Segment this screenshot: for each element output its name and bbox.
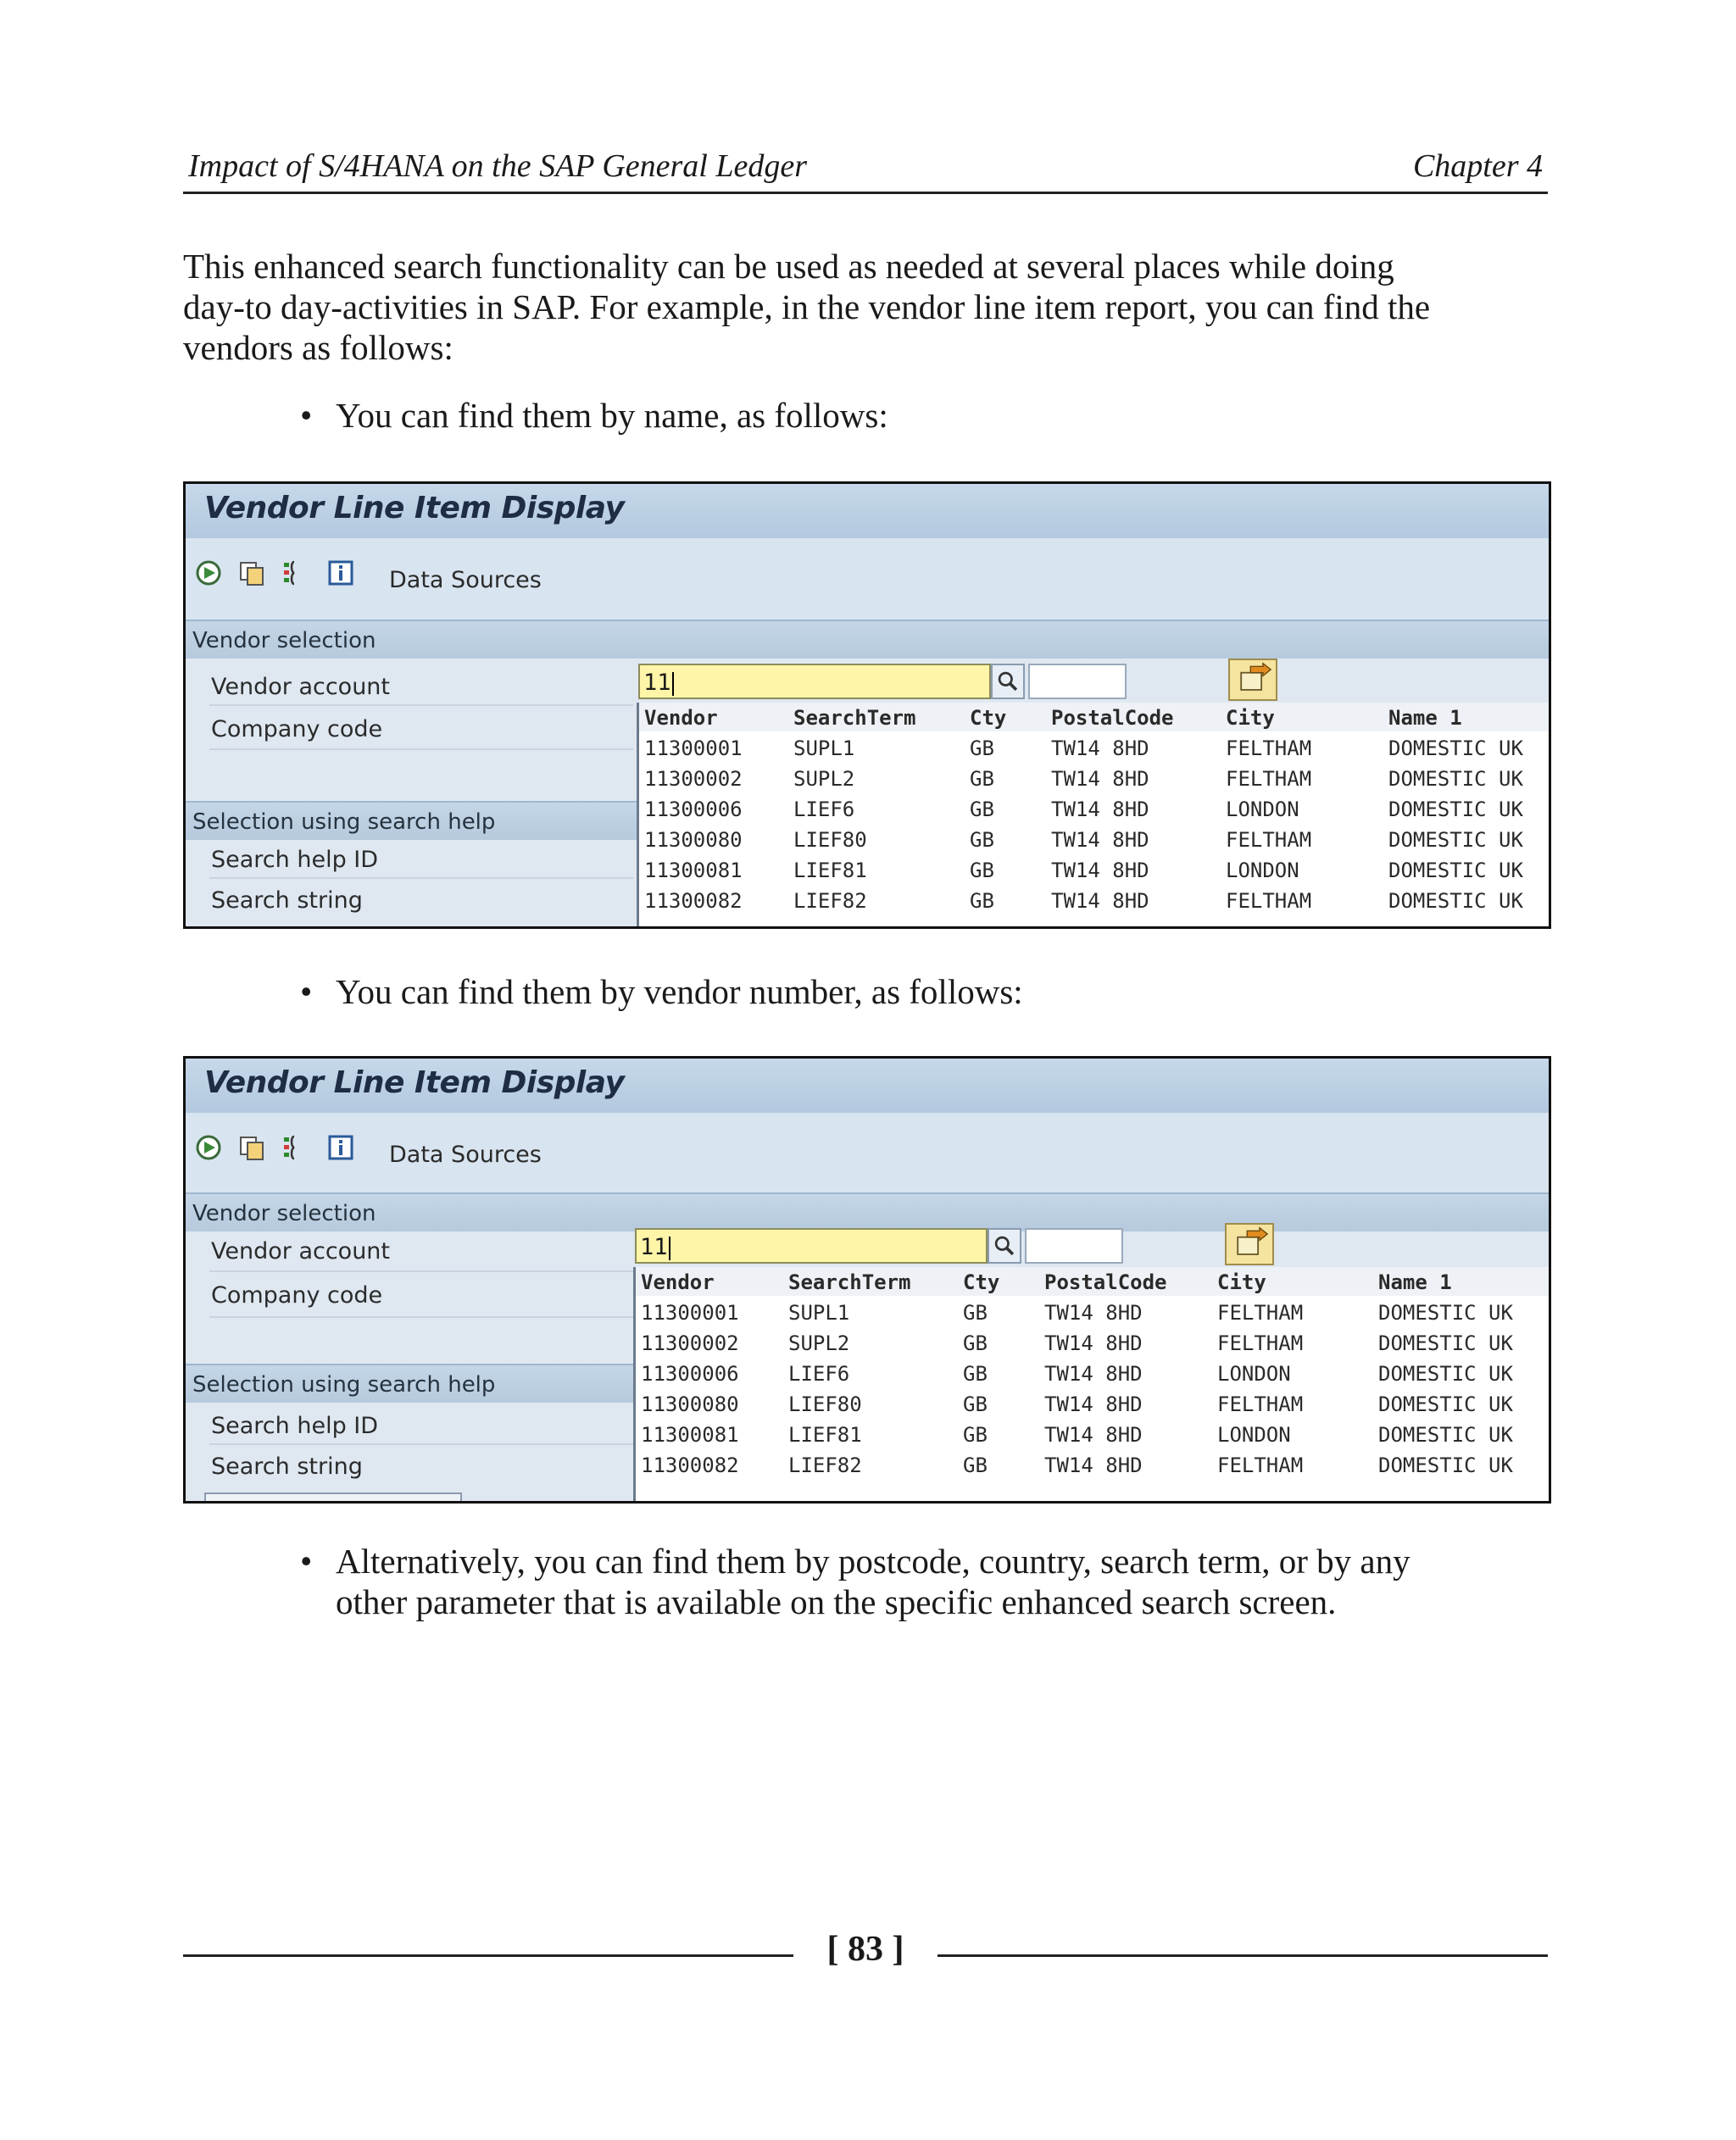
cell-city: FELTHAM: [1226, 767, 1312, 791]
company-code-label: Company code: [211, 1282, 383, 1309]
cell-city: FELTHAM: [1226, 828, 1312, 852]
selection-options-icon[interactable]: [282, 1133, 311, 1162]
cell-postal-code: TW14 8HD: [1044, 1454, 1143, 1477]
cell-vendor: 11300002: [644, 767, 743, 791]
execute-icon[interactable]: [194, 1133, 223, 1162]
search-help-id-label: Search help ID: [211, 847, 379, 873]
cell-name: DOMESTIC UK: [1378, 1331, 1513, 1355]
cell-vendor: 11300082: [641, 1454, 739, 1477]
execute-icon[interactable]: [194, 559, 223, 587]
sap-toolbar: [186, 538, 1549, 620]
divider: [209, 748, 633, 750]
sap-title-bar: [186, 484, 1549, 538]
cell-city: FELTHAM: [1226, 736, 1312, 760]
data-sources-button[interactable]: Data Sources: [389, 1142, 542, 1168]
cell-city: LONDON: [1217, 1423, 1291, 1447]
cell-country: GB: [963, 1454, 988, 1477]
company-code-label: Company code: [211, 716, 383, 742]
bullet-text: [336, 1541, 1538, 1622]
bullet-by-number: [300, 971, 1538, 1012]
input-value: 11: [640, 1234, 668, 1260]
bullet-text: You can find them by vendor number, as follows:: [336, 972, 1023, 1011]
cell-country: GB: [963, 1362, 988, 1386]
search-icon[interactable]: [988, 1228, 1021, 1264]
cell-postal-code: TW14 8HD: [1051, 828, 1149, 852]
search-string-input[interactable]: [204, 1492, 462, 1504]
search-string-label: Search string: [211, 1454, 363, 1480]
bullet-by-name: [300, 395, 1538, 436]
column-header[interactable]: Vendor: [641, 1270, 715, 1294]
cell-city: FELTHAM: [1217, 1331, 1304, 1355]
selection-options-icon[interactable]: [282, 559, 311, 587]
cell-search-term: LIEF6: [793, 798, 855, 821]
vendor-account-input[interactable]: [635, 1228, 988, 1264]
cell-postal-code: TW14 8HD: [1051, 889, 1149, 913]
cell-vendor: 11300006: [641, 1362, 739, 1386]
search-results-grid: [633, 1267, 1549, 1501]
cell-name: DOMESTIC UK: [1388, 798, 1523, 821]
cell-search-term: LIEF82: [793, 889, 867, 913]
cell-city: LONDON: [1226, 798, 1299, 821]
section-title: Selection using search help: [192, 1372, 496, 1398]
divider: [209, 1316, 633, 1318]
cell-city: FELTHAM: [1226, 889, 1312, 913]
bullet-dot-icon: •: [300, 396, 313, 435]
cell-search-term: LIEF81: [788, 1423, 862, 1447]
cell-vendor: 11300080: [644, 828, 743, 852]
section-title: Selection using search help: [192, 809, 496, 835]
cell-city: FELTHAM: [1217, 1392, 1304, 1416]
cell-postal-code: TW14 8HD: [1051, 798, 1149, 821]
multiple-selection-icon[interactable]: [1225, 1223, 1274, 1265]
cell-vendor: 11300081: [644, 859, 743, 882]
cell-search-term: LIEF6: [788, 1362, 850, 1386]
input-value: 11: [643, 670, 671, 696]
bullet-alternatively: [300, 1541, 1538, 1622]
column-header[interactable]: Cty: [963, 1270, 1000, 1294]
vendor-account-to-input[interactable]: [1025, 1228, 1123, 1264]
column-header[interactable]: Cty: [970, 706, 1007, 730]
cell-vendor: 11300006: [644, 798, 743, 821]
bullet-dot-icon: •: [300, 972, 313, 1011]
cell-city: FELTHAM: [1217, 1301, 1304, 1325]
cell-search-term: SUPL2: [793, 767, 855, 791]
cell-search-term: LIEF80: [793, 828, 867, 852]
cell-name: DOMESTIC UK: [1388, 889, 1523, 913]
cell-name: DOMESTIC UK: [1388, 859, 1523, 882]
intro-line: This enhanced search functionality can be used as needed at several places while doing: [183, 247, 1394, 286]
cell-country: GB: [970, 859, 994, 882]
column-header[interactable]: Vendor: [644, 706, 718, 730]
divider: [209, 704, 633, 706]
cell-postal-code: TW14 8HD: [1051, 767, 1149, 791]
cell-country: GB: [970, 736, 994, 760]
variant-icon[interactable]: [238, 1133, 267, 1162]
column-header[interactable]: PostalCode: [1044, 1270, 1167, 1294]
cell-name: DOMESTIC UK: [1388, 736, 1523, 760]
cell-search-term: SUPL1: [793, 736, 855, 760]
cell-vendor: 11300001: [644, 736, 743, 760]
cell-postal-code: TW14 8HD: [1051, 736, 1149, 760]
data-sources-button[interactable]: Data Sources: [389, 567, 542, 593]
bullet-text: You can find them by name, as follows:: [336, 396, 888, 435]
sap-toolbar: [186, 1113, 1549, 1194]
intro-paragraph: [183, 246, 1548, 368]
bullet-line: Alternatively, you can find them by postcode, country, search term, or by any: [336, 1542, 1410, 1581]
sap-screen-title: Vendor Line Item Display: [204, 491, 625, 525]
cell-name: DOMESTIC UK: [1378, 1301, 1513, 1325]
search-help-id-label: Search help ID: [211, 1413, 379, 1439]
cell-country: GB: [963, 1392, 988, 1416]
cell-name: DOMESTIC UK: [1378, 1392, 1513, 1416]
vendor-account-label: Vendor account: [211, 1238, 391, 1265]
cell-country: GB: [970, 889, 994, 913]
divider: [209, 1270, 633, 1272]
vendor-account-label: Vendor account: [211, 674, 391, 700]
cell-postal-code: TW14 8HD: [1044, 1423, 1143, 1447]
cell-city: FELTHAM: [1217, 1454, 1304, 1477]
info-icon[interactable]: [326, 559, 355, 587]
info-icon[interactable]: [326, 1133, 355, 1162]
grid-header-row: [636, 1267, 1549, 1296]
text-caret: [672, 672, 674, 696]
cell-search-term: LIEF82: [788, 1454, 862, 1477]
cell-postal-code: TW14 8HD: [1044, 1362, 1143, 1386]
cell-postal-code: TW14 8HD: [1044, 1392, 1143, 1416]
cell-city: LONDON: [1217, 1362, 1291, 1386]
header-book-title: Impact of S/4HANA on the SAP General Ledger: [188, 148, 807, 184]
page-footer: [183, 1929, 1548, 1980]
cell-postal-code: TW14 8HD: [1051, 859, 1149, 882]
intro-line: day-to day-activities in SAP. For example, in the vendor line item report, you can find the: [183, 287, 1431, 326]
cell-name: DOMESTIC UK: [1378, 1423, 1513, 1447]
cell-vendor: 11300002: [641, 1331, 739, 1355]
column-header[interactable]: City: [1226, 706, 1275, 730]
grid-header-row: [639, 703, 1549, 731]
cell-postal-code: TW14 8HD: [1044, 1301, 1143, 1325]
cell-name: DOMESTIC UK: [1388, 767, 1523, 791]
variant-icon[interactable]: [238, 559, 267, 587]
cell-name: DOMESTIC UK: [1378, 1454, 1513, 1477]
cell-name: DOMESTIC UK: [1378, 1362, 1513, 1386]
cell-search-term: SUPL1: [788, 1301, 850, 1325]
vendor-account-input[interactable]: [638, 664, 991, 699]
cell-vendor: 11300001: [641, 1301, 739, 1325]
column-header[interactable]: City: [1217, 1270, 1266, 1294]
section-title: Vendor selection: [192, 628, 376, 653]
column-header[interactable]: SearchTerm: [793, 706, 916, 730]
divider: [209, 1443, 633, 1445]
column-header[interactable]: PostalCode: [1051, 706, 1174, 730]
divider: [209, 877, 633, 879]
column-header[interactable]: SearchTerm: [788, 1270, 911, 1294]
search-results-grid: [637, 703, 1549, 926]
vendor-selection-header: [186, 620, 1549, 659]
column-header[interactable]: Name 1: [1378, 1270, 1452, 1294]
sap-screen-title: Vendor Line Item Display: [204, 1065, 625, 1100]
cell-country: GB: [970, 798, 994, 821]
cell-country: GB: [970, 828, 994, 852]
bullet-dot-icon: •: [300, 1542, 313, 1581]
cell-search-term: SUPL2: [788, 1331, 850, 1355]
column-header[interactable]: Name 1: [1388, 706, 1462, 730]
multiple-selection-icon[interactable]: [1228, 659, 1277, 701]
cell-country: GB: [970, 767, 994, 791]
cell-name: DOMESTIC UK: [1388, 828, 1523, 852]
bullet-line: other parameter that is available on the specific enhanced search screen.: [336, 1582, 1337, 1621]
cell-search-term: LIEF81: [793, 859, 867, 882]
vendor-selection-header: [186, 1192, 1549, 1231]
cell-vendor: 11300082: [644, 889, 743, 913]
page-number: [ 83 ]: [826, 1930, 904, 1969]
cell-search-term: LIEF80: [788, 1392, 862, 1416]
vendor-account-to-input[interactable]: [1028, 664, 1127, 699]
search-string-label: Search string: [211, 887, 363, 914]
cell-city: LONDON: [1226, 859, 1299, 882]
cell-vendor: 11300080: [641, 1392, 739, 1416]
header-chapter: Chapter 4: [1412, 148, 1543, 184]
section-title: Vendor selection: [192, 1201, 376, 1226]
text-caret: [669, 1237, 670, 1260]
cell-country: GB: [963, 1301, 988, 1325]
sap-screen-by-number: [183, 1056, 1551, 1504]
cell-country: GB: [963, 1423, 988, 1447]
sap-title-bar: [186, 1059, 1549, 1113]
cell-vendor: 11300081: [641, 1423, 739, 1447]
cell-country: GB: [963, 1331, 988, 1355]
intro-line: vendors as follows:: [183, 328, 453, 367]
cell-postal-code: TW14 8HD: [1044, 1331, 1143, 1355]
sap-screen-by-name: [183, 481, 1551, 929]
search-icon[interactable]: [991, 664, 1025, 699]
running-header: [183, 142, 1548, 194]
